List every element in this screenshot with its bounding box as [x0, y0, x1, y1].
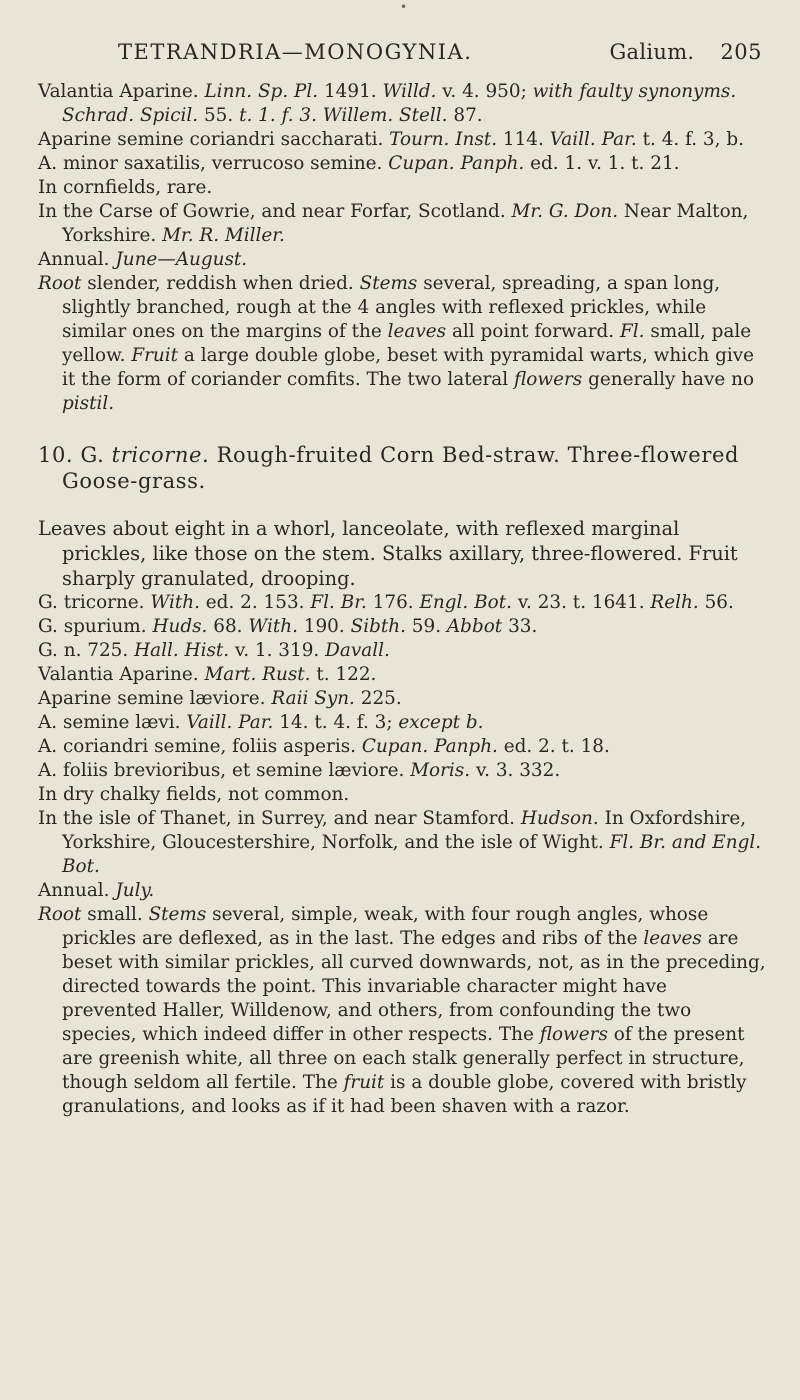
citation: Sibth.	[350, 616, 406, 637]
citation-ref: t. 122.	[316, 664, 377, 685]
citation-ref: 225.	[360, 688, 402, 709]
spacer	[38, 494, 766, 516]
locality-text: In the Carse of Gowrie, and near Forfar, Scotland.	[38, 201, 506, 222]
locality-authority: Mr. R. Miller.	[162, 225, 285, 246]
duration	[38, 879, 766, 903]
duration	[38, 248, 766, 272]
citation: Relh.	[650, 592, 699, 613]
citation: Raii Syn.	[271, 688, 355, 709]
citation: Huds.	[152, 616, 208, 637]
term: Stems	[359, 273, 418, 294]
synonym-entry	[38, 615, 766, 639]
synonym-name: Aparine semine coriandri saccharati.	[38, 129, 384, 150]
term: leaves	[387, 321, 447, 342]
habitat	[38, 783, 766, 807]
species-genus: G.	[80, 443, 105, 467]
diagnosis	[38, 516, 766, 591]
citation-ref: 55.	[203, 105, 234, 126]
term: Stems	[148, 904, 207, 925]
duration-label: Annual.	[38, 249, 110, 270]
locality-text: In the isle of Thanet, in Surrey, and near Stamford.	[38, 808, 516, 829]
citation-ref: 59.	[411, 616, 442, 637]
duration-label: Annual.	[38, 880, 110, 901]
citation-ref: 56.	[704, 592, 734, 613]
citation: Davall.	[325, 640, 390, 661]
synonym-entry	[38, 152, 766, 176]
locality-authority: Fl. Br. and Engl. Bot.	[62, 832, 762, 877]
locality	[38, 200, 766, 248]
habitat	[38, 176, 766, 200]
citation: Tourn. Inst.	[389, 129, 498, 150]
term: flowers	[539, 1024, 608, 1045]
citation-ref: 725.	[87, 640, 129, 661]
term: leaves	[643, 928, 702, 949]
term: Fruit	[131, 345, 179, 366]
species-number: 10.	[38, 443, 74, 467]
citation: Cupan. Panph.	[361, 736, 498, 757]
synonym-entry	[38, 711, 766, 735]
synonym-name: A. foliis brevioribus, et semine læviore.	[38, 760, 405, 781]
term: Root	[38, 904, 82, 925]
citation: Willd.	[382, 81, 437, 102]
synonym-name: Aparine semine læviore.	[38, 688, 266, 709]
citation-ref: v. 1. 319.	[235, 640, 320, 661]
locality-authority: Hudson.	[520, 808, 599, 829]
species-epithet: tricorne.	[111, 443, 210, 467]
description-text: several, spreading, a span long, slightly branched, rough at the 4 angles with reflexed prickles, while similar ones on the margins of the	[62, 273, 721, 342]
species-heading	[38, 442, 766, 494]
citation-ref: 1491.	[323, 81, 377, 102]
common-name: Three-flowered Goose-grass.	[62, 443, 740, 493]
synonym-name: A. semine lævi.	[38, 712, 181, 733]
synonym-name: G. n.	[38, 640, 82, 661]
description-text: of the present are greenish white, all three on each stalk generally perfect in structure, though seldom all fertile. The	[62, 1024, 745, 1093]
synonym-entry	[38, 80, 766, 128]
citation-ref: 68.	[213, 616, 243, 637]
page-mark: •	[400, 0, 408, 14]
citation: Abbot	[446, 616, 503, 637]
citation: with faulty synonyms. Schrad. Spicil.	[62, 81, 737, 126]
synonym-name: G. tricorne.	[38, 592, 145, 613]
synonym-entry	[38, 663, 766, 687]
synonym-entry	[38, 759, 766, 783]
synonym-entry	[38, 591, 766, 615]
description-text: several, simple, weak, with four rough angles, whose prickles are deflexed, as in the last. The edges and ribs of the	[62, 904, 709, 949]
description-text: slender, reddish when dried.	[87, 273, 354, 294]
citation-ref: 87.	[453, 105, 483, 126]
citation-ref: ed. 1. v. 1. t. 21.	[530, 153, 680, 174]
citation-ref: 176.	[372, 592, 414, 613]
term: Fl.	[619, 321, 645, 342]
citation-ref: 33.	[508, 616, 538, 637]
citation: Hall. Hist.	[134, 640, 230, 661]
description	[38, 903, 766, 1119]
synonym-name: G. spurium.	[38, 616, 147, 637]
term: Root	[38, 273, 82, 294]
citation: Vaill. Par.	[186, 712, 274, 733]
synonym-entry	[38, 639, 766, 663]
habitat-text: In dry chalky fields, not common.	[38, 784, 350, 805]
term: pistil.	[62, 393, 115, 414]
page-number: 205	[720, 40, 762, 64]
page-body	[38, 80, 766, 1119]
description-text: generally have no	[588, 369, 755, 390]
citation: Linn. Sp. Pl.	[204, 81, 319, 102]
locality	[38, 807, 766, 879]
citation: Fl. Br.	[310, 592, 367, 613]
description-text: a large double globe, beset with pyramidal warts, which give it the form of coriander comfits. The two lateral	[62, 345, 755, 390]
term: flowers	[514, 369, 583, 390]
citation: Mart. Rust.	[204, 664, 311, 685]
citation: Cupan. Panph.	[388, 153, 525, 174]
citation: Engl. Bot.	[419, 592, 512, 613]
citation: t. 1. f. 3. Willem. Stell.	[239, 105, 448, 126]
citation: Vaill. Par.	[549, 129, 637, 150]
description-text: is a double globe, covered with bristly granulations, and looks as if it had been shaven with a razor.	[62, 1072, 747, 1117]
citation-ref: 14. t. 4. f. 3;	[279, 712, 393, 733]
description-text: small, pale yellow.	[62, 321, 752, 366]
citation-ref: t. 4. f. 3, b.	[642, 129, 744, 150]
synonym-name: A. minor saxatilis, verrucoso semine.	[38, 153, 383, 174]
citation: except b.	[398, 712, 484, 733]
citation: With.	[248, 616, 298, 637]
citation: Moris.	[410, 760, 471, 781]
citation-ref: ed. 2. 153.	[205, 592, 305, 613]
citation-ref: 190.	[303, 616, 345, 637]
synonym-entry	[38, 128, 766, 152]
flowering-months: June—August.	[115, 249, 248, 270]
locality-authority: Mr. G. Don.	[511, 201, 619, 222]
citation: With.	[150, 592, 200, 613]
citation-ref: v. 3. 332.	[475, 760, 561, 781]
synonym-name: Valantia Aparine.	[38, 81, 199, 102]
citation-ref: v. 23. t. 1641.	[517, 592, 645, 613]
citation-ref: v. 4. 950;	[442, 81, 527, 102]
diagnosis-text: Leaves about eight in a whorl, lanceolate, with reflexed marginal prickles, like those on the stem. Stalks axillary, three-flowered. Fruit sharply granulated, drooping.	[38, 517, 738, 590]
locality-text: In Oxfordshire, Yorkshire, Gloucestershire, Norfolk, and the isle of Wight.	[62, 808, 747, 853]
citation-ref: 114.	[502, 129, 544, 150]
description	[38, 272, 766, 416]
citation-ref: ed. 2. t. 18.	[503, 736, 610, 757]
description-text: all point forward.	[451, 321, 615, 342]
habitat-text: In cornfields, rare.	[38, 177, 213, 198]
flowering-months: July.	[115, 880, 155, 901]
synonym-name: Valantia Aparine.	[38, 664, 199, 685]
running-title: TETRANDRIA—MONOGYNIA.	[118, 40, 473, 64]
description-text: small.	[87, 904, 143, 925]
synonym-entry	[38, 735, 766, 759]
synonym-entry	[38, 687, 766, 711]
common-name: Rough-fruited Corn Bed-straw.	[216, 443, 561, 467]
description-text: are beset with similar prickles, all curved downwards, not, as in the preceding, directed towards the point. This invariable character might have prevented Haller, Willdenow, and others, from confounding the two species, which indeed differ in other respects. The	[62, 928, 766, 1045]
running-genus: Galium.	[609, 40, 695, 64]
synonym-name: A. coriandri semine, foliis asperis.	[38, 736, 357, 757]
locality-text: Near Malton, Yorkshire.	[62, 201, 749, 246]
term: fruit	[343, 1072, 385, 1093]
